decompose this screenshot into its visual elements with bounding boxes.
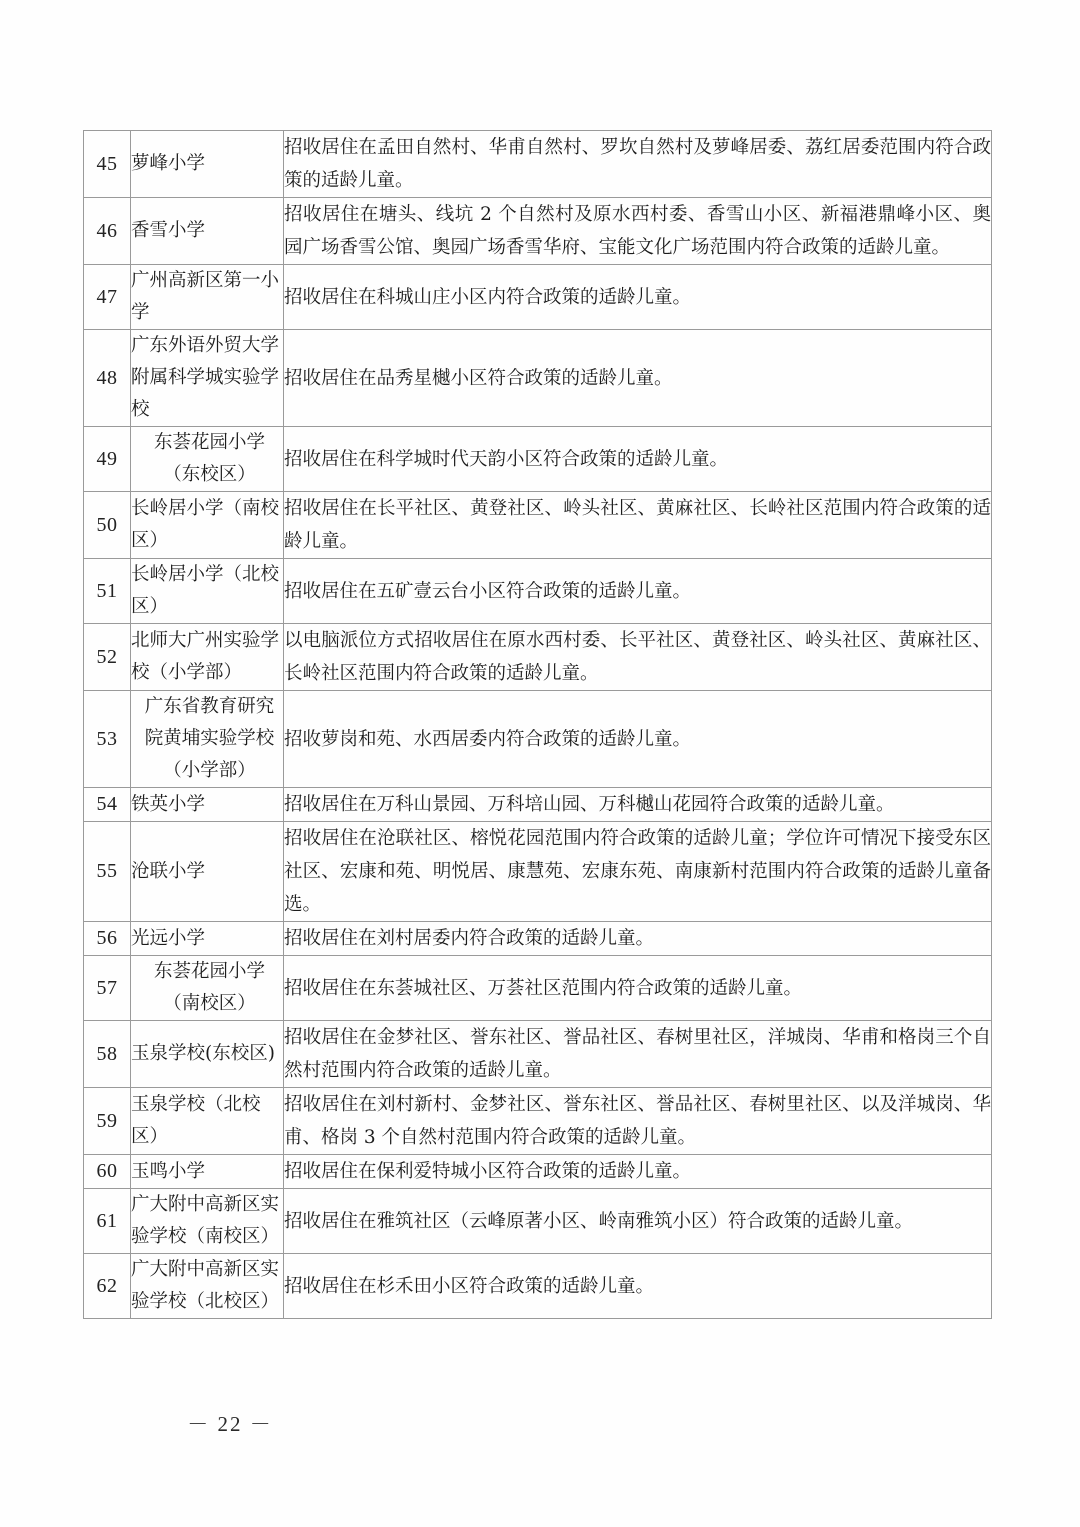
table-row: [84, 624, 992, 691]
enrollment-scope-cell: 招收居住在科学城时代天韵小区符合政策的适龄儿童。: [284, 427, 992, 492]
table-row: [84, 1021, 992, 1088]
row-number-cell: 58: [84, 1021, 131, 1088]
table-row: [84, 1189, 992, 1254]
school-name-cell: 萝峰小学: [131, 131, 284, 198]
enrollment-scope-cell: 招收居住在杉禾田小区符合政策的适龄儿童。: [284, 1254, 992, 1319]
enrollment-scope-cell: 招收居住在品秀星樾小区符合政策的适龄儿童。: [284, 330, 992, 427]
table-row: [84, 131, 992, 198]
table-row: [84, 492, 992, 559]
school-name-cell: 香雪小学: [131, 198, 284, 265]
enrollment-scope-cell: 招收居住在五矿壹云台小区符合政策的适龄儿童。: [284, 559, 992, 624]
school-name-cell: 玉泉学校(东校区): [131, 1021, 284, 1088]
enrollment-scope-cell: 招收居住在沧联社区、榕悦花园范围内符合政策的适龄儿童；学位许可情况下接受东区社区、宏康和苑、明悦居、康慧苑、宏康东苑、南康新村范围内符合政策的适龄儿童备选。: [284, 822, 992, 922]
row-number-cell: 60: [84, 1155, 131, 1189]
row-number-cell: 62: [84, 1254, 131, 1319]
enrollment-scope-cell: 招收居住在保利爱特城小区符合政策的适龄儿童。: [284, 1155, 992, 1189]
enrollment-scope-cell: 招收居住在孟田自然村、华甫自然村、罗坎自然村及萝峰居委、荔红居委范围内符合政策的适龄儿童。: [284, 131, 992, 198]
school-name-cell: 广州高新区第一小学: [131, 265, 284, 330]
enrollment-scope-cell: 招收居住在东荟城社区、万荟社区范围内符合政策的适龄儿童。: [284, 956, 992, 1021]
school-name-cell: 沧联小学: [131, 822, 284, 922]
table-row: [84, 330, 992, 427]
page-footer: [0, 1408, 1080, 1438]
school-name-cell: 铁英小学: [131, 788, 284, 822]
enrollment-scope-cell: 招收居住在刘村居委内符合政策的适龄儿童。: [284, 922, 992, 956]
enrollment-scope-cell: 招收居住在雅筑社区（云峰原著小区、岭南雅筑小区）符合政策的适龄儿童。: [284, 1189, 992, 1254]
table-row: [84, 1155, 992, 1189]
table-row: [84, 956, 992, 1021]
row-number-cell: 55: [84, 822, 131, 922]
table-row: [84, 265, 992, 330]
row-number-cell: 47: [84, 265, 131, 330]
school-name-cell: 东荟花园小学（东校区）: [131, 427, 284, 492]
school-name-cell: 玉泉学校（北校区）: [131, 1088, 284, 1155]
table-row: [84, 1254, 992, 1319]
table-body: [84, 131, 992, 1319]
row-number-cell: 61: [84, 1189, 131, 1254]
school-name-cell: 长岭居小学（北校区）: [131, 559, 284, 624]
row-number-cell: 56: [84, 922, 131, 956]
enrollment-scope-cell: 招收居住在万科山景园、万科培山园、万科樾山花园符合政策的适龄儿童。: [284, 788, 992, 822]
school-name-cell: 东荟花园小学（南校区）: [131, 956, 284, 1021]
school-name-cell: 广大附中高新区实验学校（南校区）: [131, 1189, 284, 1254]
row-number-cell: 48: [84, 330, 131, 427]
table-row: [84, 1088, 992, 1155]
school-enrollment-table: [83, 130, 992, 1319]
enrollment-scope-cell: 招收居住在金梦社区、誉东社区、誉品社区、春树里社区，洋城岗、华甫和格岗三个自然村范围内符合政策的适龄儿童。: [284, 1021, 992, 1088]
school-name-cell: 光远小学: [131, 922, 284, 956]
row-number-cell: 53: [84, 691, 131, 788]
enrollment-scope-cell: 招收居住在刘村新村、金梦社区、誉东社区、誉品社区、春树里社区、以及洋城岗、华甫、格岗 3 个自然村范围内符合政策的适龄儿童。: [284, 1088, 992, 1155]
table-row: [84, 922, 992, 956]
enrollment-scope-cell: 招收居住在塘头、线坑 2 个自然村及原水西村委、香雪山小区、新福港鼎峰小区、奥园广场香雪公馆、奥园广场香雪华府、宝能文化广场范围内符合政策的适龄儿童。: [284, 198, 992, 265]
row-number-cell: 51: [84, 559, 131, 624]
table-row: [84, 198, 992, 265]
row-number-cell: 49: [84, 427, 131, 492]
school-name-cell: 玉鸣小学: [131, 1155, 284, 1189]
table-row: [84, 427, 992, 492]
page-number-text: － 22 －: [187, 1412, 273, 1436]
school-name-cell: 广东外语外贸大学附属科学城实验学校: [131, 330, 284, 427]
table-row: [84, 822, 992, 922]
row-number-cell: 59: [84, 1088, 131, 1155]
enrollment-scope-cell: 以电脑派位方式招收居住在原水西村委、长平社区、黄登社区、岭头社区、黄麻社区、长岭社区范围内符合政策的适龄儿童。: [284, 624, 992, 691]
row-number-cell: 54: [84, 788, 131, 822]
row-number-cell: 50: [84, 492, 131, 559]
table-row: [84, 788, 992, 822]
school-name-cell: 长岭居小学（南校区）: [131, 492, 284, 559]
enrollment-scope-cell: 招收萝岗和苑、水西居委内符合政策的适龄儿童。: [284, 691, 992, 788]
row-number-cell: 52: [84, 624, 131, 691]
row-number-cell: 57: [84, 956, 131, 1021]
enrollment-scope-cell: 招收居住在科城山庄小区内符合政策的适龄儿童。: [284, 265, 992, 330]
row-number-cell: 45: [84, 131, 131, 198]
enrollment-scope-cell: 招收居住在长平社区、黄登社区、岭头社区、黄麻社区、长岭社区范围内符合政策的适龄儿童。: [284, 492, 992, 559]
table-row: [84, 691, 992, 788]
school-name-cell: 广大附中高新区实验学校（北校区）: [131, 1254, 284, 1319]
school-enrollment-table-wrapper: [83, 130, 991, 1319]
school-name-cell: 北师大广州实验学校（小学部）: [131, 624, 284, 691]
table-row: [84, 559, 992, 624]
row-number-cell: 46: [84, 198, 131, 265]
school-name-cell: 广东省教育研究院黄埔实验学校（小学部）: [131, 691, 284, 788]
